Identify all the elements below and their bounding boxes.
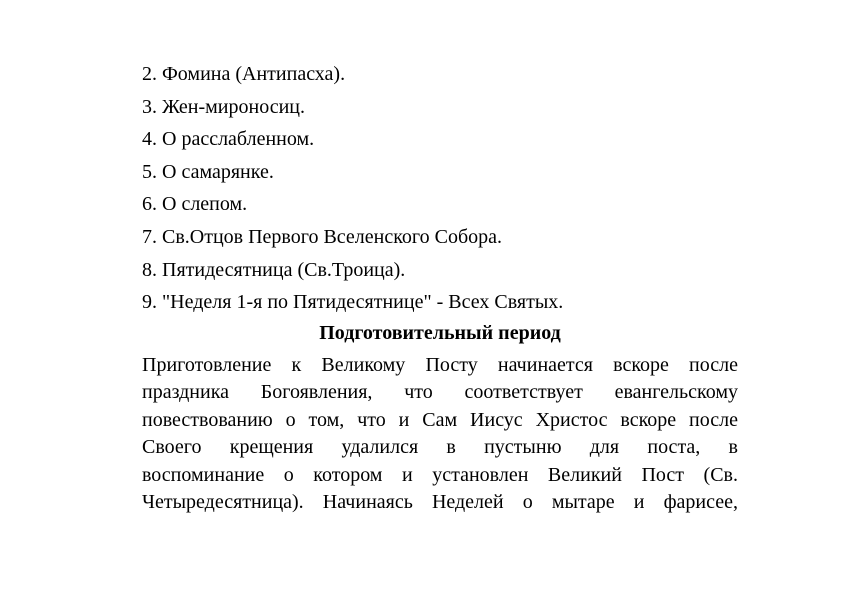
list-item: 5. О самарянке. bbox=[142, 160, 274, 183]
paragraph-line: повествованию о том, что и Сам Иисус Христос вскоре после bbox=[142, 408, 738, 431]
list-item: 3. Жен-мироносиц. bbox=[142, 95, 305, 118]
list-item: 6. О слепом. bbox=[142, 193, 248, 216]
list-item: 4. О расслабленном. bbox=[142, 128, 315, 151]
list-item: 9. "Неделя 1-я по Пятидесятнице" - Всех Святых. bbox=[142, 291, 564, 314]
section-heading: Подготовительный период bbox=[319, 321, 561, 344]
sunday-list bbox=[142, 58, 738, 319]
paragraph-line: праздника Богоявления, что соответствует евангельскому bbox=[142, 381, 738, 404]
list-item: 2. Фомина (Антипасха). bbox=[142, 63, 346, 85]
paragraph-line: Четыредесятница). Начинаясь Неделей о мытаре и фарисее, bbox=[142, 491, 738, 514]
list-item: 7. Св.Отцов Первого Вселенского Собора. bbox=[142, 225, 503, 248]
paragraph-line: Приготовление к Великому Посту начинается вскоре после bbox=[142, 353, 738, 376]
paragraph-line: Своего крещения удалился в пустыню для поста, в bbox=[142, 436, 738, 459]
document-page bbox=[142, 58, 738, 517]
paragraph-line: воспоминание о котором и установлен Великий Пост (Св. bbox=[142, 463, 738, 486]
list-item: 8. Пятидесятница (Св.Троица). bbox=[142, 258, 406, 281]
body-paragraph bbox=[142, 352, 738, 517]
